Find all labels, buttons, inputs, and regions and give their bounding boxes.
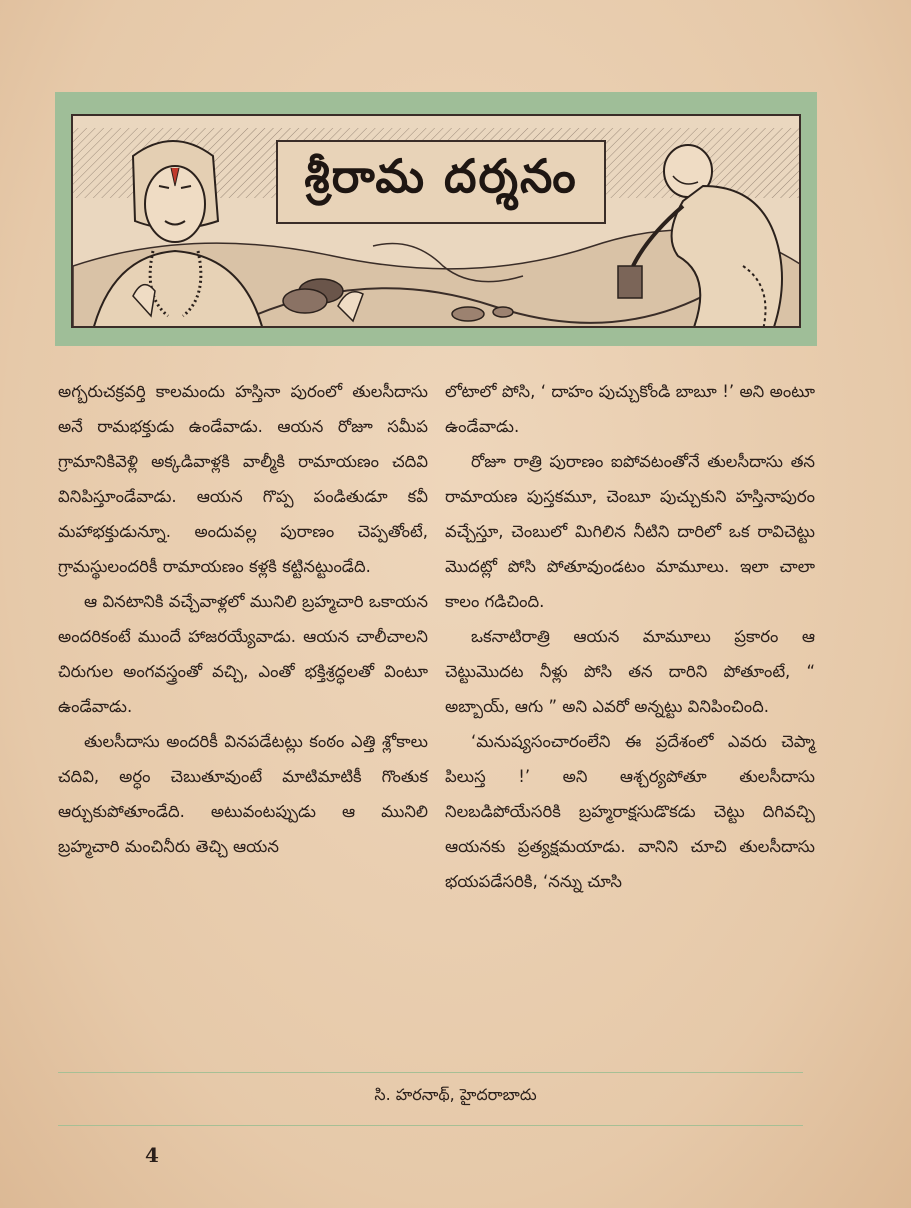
header-banner	[55, 92, 817, 346]
left-column	[58, 374, 428, 864]
author-credit: సి. హరనాథ్, హైదరాబాదు	[374, 1085, 537, 1104]
right-column	[445, 374, 815, 899]
title-plaque	[276, 140, 606, 224]
paragraph: ‘మనుష్యసంచారంలేని ఈ ప్రదేశంలో ఎవరు చెప్మా పిలుస్త !’ అని ఆశ్చర్యపోతూ తులసీదాసు నిలబడిపోయేసరికి బ్రహ్మరాక్షసుడొకడు చెట్టు దిగివచ్చి ఆయనకు ప్రత్యక్షమయాడు. వానిని చూచి తులసీదాసు భయపడేసరికి, ‘నన్ను చూసి	[445, 732, 815, 891]
paragraph: ఒకనాటిరాత్రి ఆయన మామూలు ప్రకారం ఆ చెట్టుమొదట నీళ్లు పోసి తన దారిని పోతూంటే, “ అబ్బాయ్, ఆగు ” అని ఎవరో అన్నట్టు వినిపించింది.	[445, 627, 815, 716]
page-number: 4	[145, 1143, 159, 1167]
divider-bottom	[58, 1125, 803, 1126]
paragraph: అగ్బరుచక్రవర్తి కాలమందు హస్తినా పురంలో తులసీదాసు అనే రామభక్తుడు ఉండేవాడు. ఆయన రోజూ సమీప గ్రామానికివెళ్లి అక్కడివాళ్లకి వాల్మీకి రామాయణం చదివి వినిపిస్తూండేవాడు. ఆయన గొప్ప పండితుడూ కవీ మహాభక్తుడున్నూ. అందువల్ల పురాణం చెప్పతోంటే, గ్రామస్థులందరికీ రామాయణం కళ్లకి కట్టినట్టుండేది.	[58, 382, 428, 576]
paragraph: ఆ వినటానికి వచ్చేవాళ్లలో మునిలి బ్రహ్మచారి ఒకాయన అందరికంటే ముందే హాజరయ్యేవాడు. ఆయన చాలీచాలని చిరుగుల అంగవస్త్రంతో వచ్చి, ఎంతో భక్తిశ్రద్ధలతో వింటూ ఉండేవాడు.	[58, 592, 428, 716]
paragraph: తులసీదాసు అందరికీ వినపడేటట్లు కంఠం ఎత్తి శ్లోకాలు చదివి, అర్ధం చెబుతూవుంటే మాటిమాటికీ గొంతుక ఆర్చుకుపోతూండేది. అటువంటప్పుడు ఆ మునిలి బ్రహ్మచారి మంచినీరు తెచ్చి ఆయన	[58, 732, 428, 856]
divider-top	[58, 1072, 803, 1073]
paragraph: రోజూ రాత్రి పురాణం ఐపోవటంతోనే తులసీదాసు తన రామాయణ పుస్తకమూ, చెంబూ పుచ్చుకుని హస్తినాపురం వచ్చేస్తూ, చెంబులో మిగిలిన నీటిని దారిలో ఒక రావిచెట్టు మొదట్లో పోసి పోతూవుండటం మామూలు. ఇలా చాలా కాలం గడిచింది.	[445, 452, 815, 611]
paragraph: లోటాలో పోసి, ‘ దాహం పుచ్చుకోండి బాబూ !’ అని అంటూ ఉండేవాడు.	[445, 382, 815, 436]
story-title: శ్రీరామ దర్శనం	[304, 149, 578, 203]
illustration-panel	[71, 114, 801, 328]
